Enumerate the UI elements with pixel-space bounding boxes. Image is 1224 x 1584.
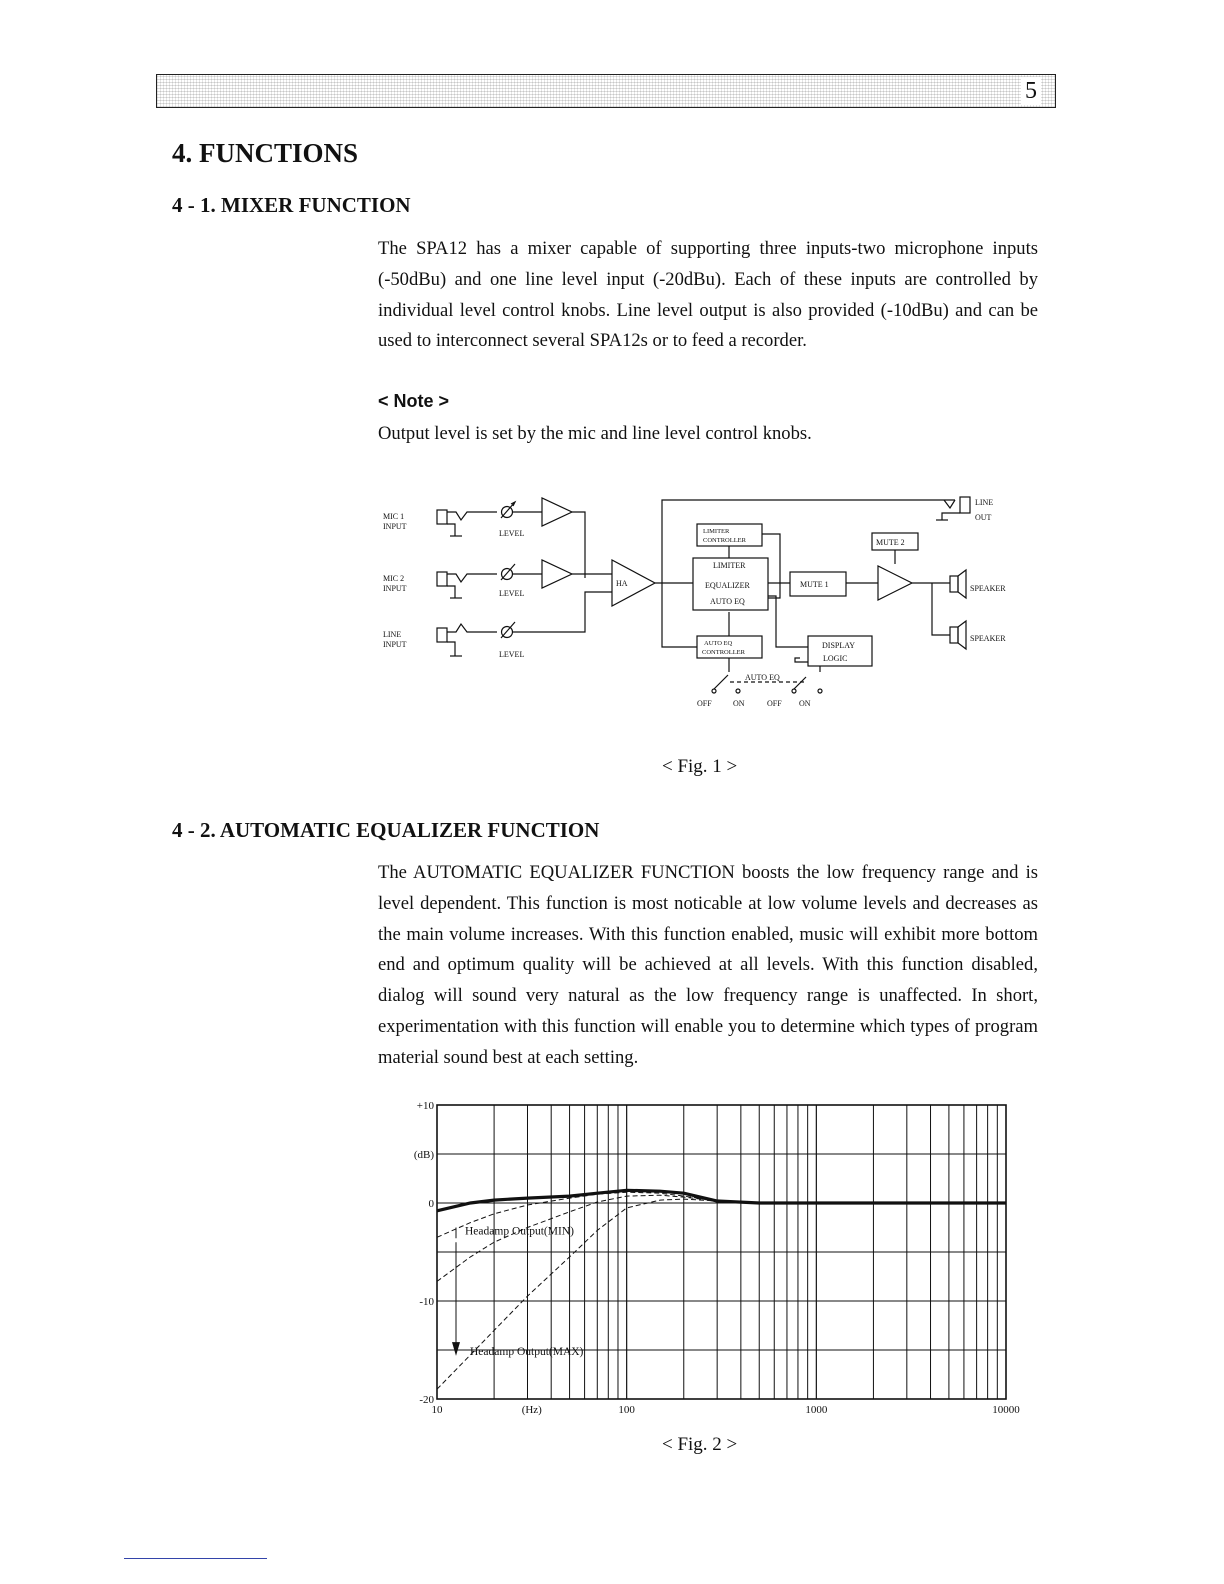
- mixer-paragraph: The SPA12 has a mixer capable of supporting three inputs-two microphone inputs (-50dBu) and one line level input (-20dBu). Each of these inputs are controlled by individual level control knobs. Line level output is also provided (-10dBu) and can be used to interconnect several SPA12s or to feed a recorder.: [378, 238, 1038, 352]
- mixer-block-diagram: [380, 488, 1040, 718]
- page-number: 5: [1021, 77, 1041, 105]
- main-block-label-b: EQUALIZER: [705, 581, 750, 590]
- line-out-label-b: OUT: [975, 513, 992, 522]
- section-title: 4. FUNCTIONS: [172, 138, 359, 168]
- autoeq-controller-label-a: AUTO EQ: [704, 640, 733, 647]
- mic1-label-b: INPUT: [383, 522, 407, 531]
- mic2-label-a: MIC 2: [383, 574, 405, 583]
- x-tick-label: 100: [618, 1404, 635, 1416]
- limiter-controller-label-a: LIMITER: [703, 528, 730, 535]
- y-tick-label: -10: [419, 1296, 434, 1308]
- mixer-heading: 4 - 1. MIXER FUNCTION: [172, 193, 411, 217]
- y-tick-label: +10: [416, 1100, 434, 1112]
- line-out-label-a: LINE: [975, 498, 994, 507]
- speaker-label-1: SPEAKER: [970, 584, 1006, 593]
- display-logic-label-a: DISPLAY: [822, 641, 856, 650]
- auto-eq-heading: 4 - 2. AUTOMATIC EQUALIZER FUNCTION: [172, 818, 600, 842]
- note-text: Output level is set by the mic and line level control knobs.: [378, 423, 812, 444]
- annotation-arrowhead: [452, 1342, 460, 1356]
- level-label-2: LEVEL: [499, 589, 525, 598]
- x-tick-label: 10000: [992, 1404, 1020, 1416]
- annotation-max: Headamp Output(MAX): [470, 1345, 584, 1358]
- ha-label: HA: [616, 579, 628, 588]
- header-bar: [156, 74, 1056, 108]
- display-logic-label-b: LOGIC: [823, 654, 848, 663]
- mic2-label-b: INPUT: [383, 584, 407, 593]
- annotation-min: Headamp Output(MIN): [465, 1225, 574, 1238]
- x-tick-label: 1000: [805, 1404, 828, 1416]
- mic1-label-a: MIC 1: [383, 512, 405, 521]
- x-axis-label: (Hz): [521, 1404, 542, 1416]
- on-label-2: ON: [799, 699, 811, 708]
- level-label-3: LEVEL: [499, 650, 525, 659]
- main-block-label-c: AUTO EQ: [710, 597, 745, 606]
- y-tick-label: 0: [428, 1198, 434, 1210]
- level-label-1: LEVEL: [499, 529, 525, 538]
- auto-eq-switch-label: AUTO EQ: [745, 673, 780, 682]
- fig1-caption: < Fig. 1 >: [662, 756, 738, 777]
- line-label-b: INPUT: [383, 640, 407, 649]
- mute1-label: MUTE 1: [800, 580, 829, 589]
- off-label-1: OFF: [697, 699, 712, 708]
- series-line: [437, 1190, 1006, 1211]
- x-tick-label: 10: [431, 1404, 443, 1416]
- footer-line: [124, 1558, 267, 1559]
- note-title: < Note >: [378, 391, 450, 411]
- eq-response-chart: [390, 1090, 1030, 1430]
- main-block-label-a: LIMITER: [713, 561, 746, 570]
- y-tick-label: -20: [419, 1394, 434, 1406]
- fig2-caption: < Fig. 2 >: [662, 1434, 738, 1455]
- autoeq-controller-label-b: CONTROLLER: [702, 649, 745, 656]
- line-label-a: LINE: [383, 630, 402, 639]
- y-axis-label: (dB): [413, 1149, 434, 1161]
- on-label-1: ON: [733, 699, 745, 708]
- mute2-label: MUTE 2: [876, 538, 905, 547]
- off-label-2: OFF: [767, 699, 782, 708]
- speaker-label-2: SPEAKER: [970, 634, 1006, 643]
- auto-eq-paragraph: The AUTOMATIC EQUALIZER FUNCTION boosts the low frequency range and is level dependent. This function is most noticable at low volume levels and decreases as the main volume increases. With this function enabled, music will exhibit more bottom end and optimum quality will be achieved at all levels. With this function disabled, dialog will sound very natural as the low frequency range is unaffected. In short, experimentation with this function will enable you to determine which types of program material sound best at each setting.: [378, 862, 1038, 1068]
- limiter-controller-label-b: CONTROLLER: [703, 537, 746, 544]
